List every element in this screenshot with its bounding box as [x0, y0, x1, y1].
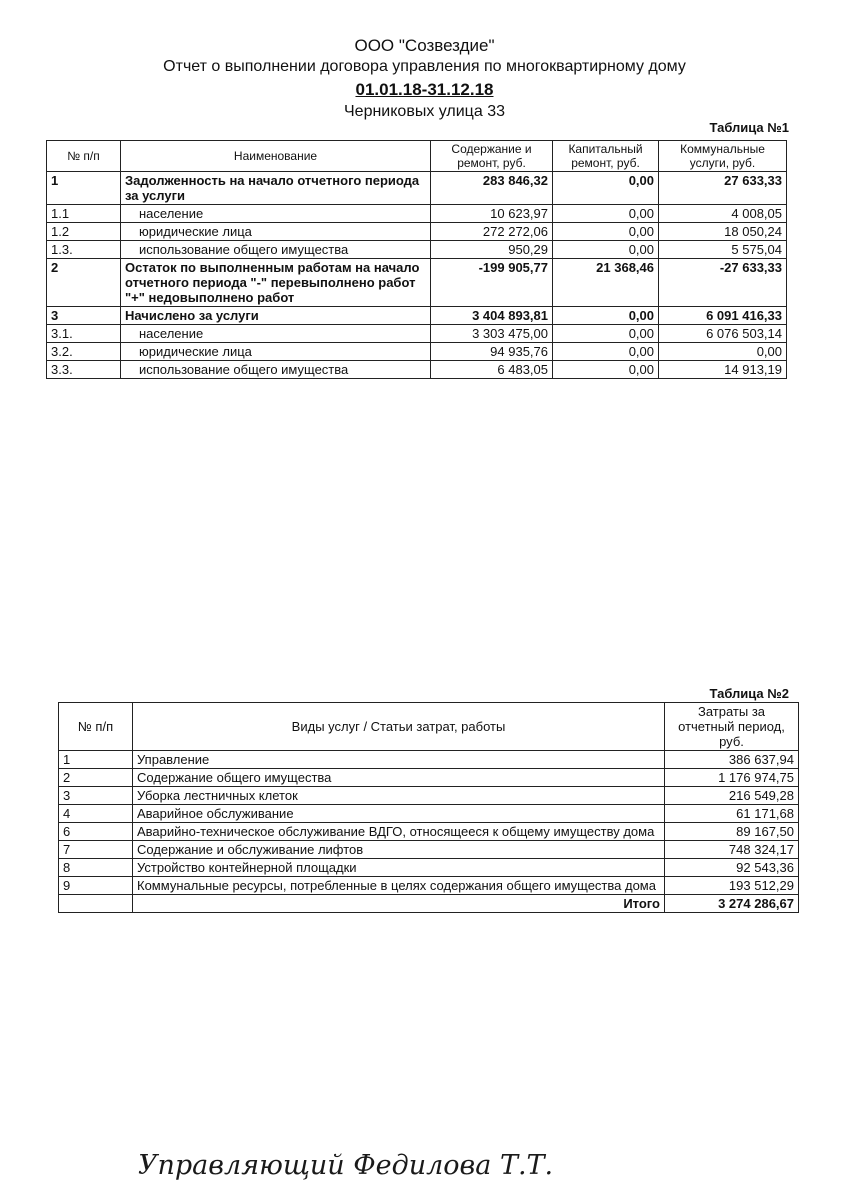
row-cost: 61 171,68	[665, 805, 799, 823]
row-maintenance: 3 303 475,00	[431, 325, 553, 343]
table-row	[59, 787, 799, 805]
row-number: 9	[59, 877, 133, 895]
col-name-header: Наименование	[121, 141, 431, 172]
row-number: 4	[59, 805, 133, 823]
row-cost: 92 543,36	[665, 859, 799, 877]
table-row	[47, 343, 787, 361]
table-row	[59, 823, 799, 841]
row-number: 3.3.	[47, 361, 121, 379]
row-capital: 0,00	[553, 325, 659, 343]
row-maintenance: 6 483,05	[431, 361, 553, 379]
row-cost: 748 324,17	[665, 841, 799, 859]
total-label: Итого	[133, 895, 665, 913]
row-cost: 193 512,29	[665, 877, 799, 895]
row-number: 3	[47, 307, 121, 325]
row-number: 2	[59, 769, 133, 787]
table1-caption: Таблица №1	[709, 120, 789, 135]
table1-body	[47, 172, 787, 379]
table-row	[47, 205, 787, 223]
table2-body	[59, 751, 799, 913]
row-name: население	[121, 325, 431, 343]
row-cost: 386 637,94	[665, 751, 799, 769]
table-row	[59, 877, 799, 895]
row-capital: 0,00	[553, 241, 659, 259]
table1-header-row	[47, 141, 787, 172]
row-name: Управление	[133, 751, 665, 769]
row-number: 1.3.	[47, 241, 121, 259]
company-name: ООО "Созвездие"	[354, 36, 495, 55]
row-utilities: 6 091 416,33	[659, 307, 787, 325]
row-number: 1.1	[47, 205, 121, 223]
total-row	[59, 895, 799, 913]
row-number: 7	[59, 841, 133, 859]
row-capital: 0,00	[553, 172, 659, 205]
row-number: 6	[59, 823, 133, 841]
row-name: юридические лица	[121, 343, 431, 361]
row-number: 3.1.	[47, 325, 121, 343]
table-row	[47, 241, 787, 259]
table-row	[47, 361, 787, 379]
row-capital: 21 368,46	[553, 259, 659, 307]
table-row	[47, 325, 787, 343]
row-utilities: 0,00	[659, 343, 787, 361]
row-number: 8	[59, 859, 133, 877]
table-row	[47, 223, 787, 241]
col-maintenance-header: Содержание и ремонт, руб.	[431, 141, 553, 172]
row-number: 1	[47, 172, 121, 205]
table2-caption: Таблица №2	[709, 686, 789, 701]
row-number: 1	[59, 751, 133, 769]
row-maintenance: 3 404 893,81	[431, 307, 553, 325]
row-maintenance: 272 272,06	[431, 223, 553, 241]
row-maintenance: 283 846,32	[431, 172, 553, 205]
row-name: Аварийное обслуживание	[133, 805, 665, 823]
table-row	[59, 841, 799, 859]
row-utilities: 6 076 503,14	[659, 325, 787, 343]
row-utilities: 27 633,33	[659, 172, 787, 205]
row-utilities: 18 050,24	[659, 223, 787, 241]
row-name: юридические лица	[121, 223, 431, 241]
row-maintenance: 94 935,76	[431, 343, 553, 361]
row-maintenance: -199 905,77	[431, 259, 553, 307]
row-capital: 0,00	[553, 205, 659, 223]
table-row	[59, 859, 799, 877]
table-row	[47, 307, 787, 325]
row-capital: 0,00	[553, 307, 659, 325]
row-name: население	[121, 205, 431, 223]
table-row	[59, 751, 799, 769]
col-capital-header: Капитальный ремонт, руб.	[553, 141, 659, 172]
row-name: Аварийно-техническое обслуживание ВДГО, относящееся к общему имуществу дома	[133, 823, 665, 841]
report-period: 01.01.18-31.12.18	[355, 80, 494, 99]
row-cost: 89 167,50	[665, 823, 799, 841]
row-name: Коммунальные ресурсы, потребленные в целях содержания общего имущества дома	[133, 877, 665, 895]
row-capital: 0,00	[553, 343, 659, 361]
row-number: 3.2.	[47, 343, 121, 361]
row-number: 3	[59, 787, 133, 805]
col-cost-header: Затраты за отчетный период, руб.	[665, 703, 799, 751]
finance-table	[46, 140, 787, 379]
col-utilities-header: Коммунальные услуги, руб.	[659, 141, 787, 172]
col-number-header: № п/п	[47, 141, 121, 172]
table-row	[47, 172, 787, 205]
table-row	[47, 259, 787, 307]
row-name: Устройство контейнерной площадки	[133, 859, 665, 877]
report-address: Черниковых улица 33	[344, 103, 505, 120]
row-name: Остаток по выполненным работам на начало отчетного периода "-" перевыполнено работ "+" недовыполнено работ	[121, 259, 431, 307]
row-maintenance: 950,29	[431, 241, 553, 259]
row-cost: 216 549,28	[665, 787, 799, 805]
total-spacer	[59, 895, 133, 913]
row-name: Содержание и обслуживание лифтов	[133, 841, 665, 859]
row-number: 1.2	[47, 223, 121, 241]
col-service-header: Виды услуг / Статьи затрат, работы	[133, 703, 665, 751]
row-capital: 0,00	[553, 223, 659, 241]
manager-signature: Управляющий Федилова Т.Т.	[138, 1150, 554, 1181]
table-row	[59, 769, 799, 787]
row-name: Начислено за услуги	[121, 307, 431, 325]
expenses-table	[58, 702, 799, 913]
total-value: 3 274 286,67	[665, 895, 799, 913]
row-name: использование общего имущества	[121, 241, 431, 259]
row-utilities: 5 575,04	[659, 241, 787, 259]
row-name: использование общего имущества	[121, 361, 431, 379]
row-utilities: -27 633,33	[659, 259, 787, 307]
row-utilities: 14 913,19	[659, 361, 787, 379]
row-utilities: 4 008,05	[659, 205, 787, 223]
row-cost: 1 176 974,75	[665, 769, 799, 787]
col-number-header: № п/п	[59, 703, 133, 751]
table2-header-row	[59, 703, 799, 751]
row-name: Содержание общего имущества	[133, 769, 665, 787]
row-number: 2	[47, 259, 121, 307]
row-capital: 0,00	[553, 361, 659, 379]
table-row	[59, 805, 799, 823]
report-title: Отчет о выполнении договора управления по многоквартирному дому	[163, 58, 686, 75]
row-name: Уборка лестничных клеток	[133, 787, 665, 805]
row-maintenance: 10 623,97	[431, 205, 553, 223]
row-name: Задолженность на начало отчетного периода за услуги	[121, 172, 431, 205]
